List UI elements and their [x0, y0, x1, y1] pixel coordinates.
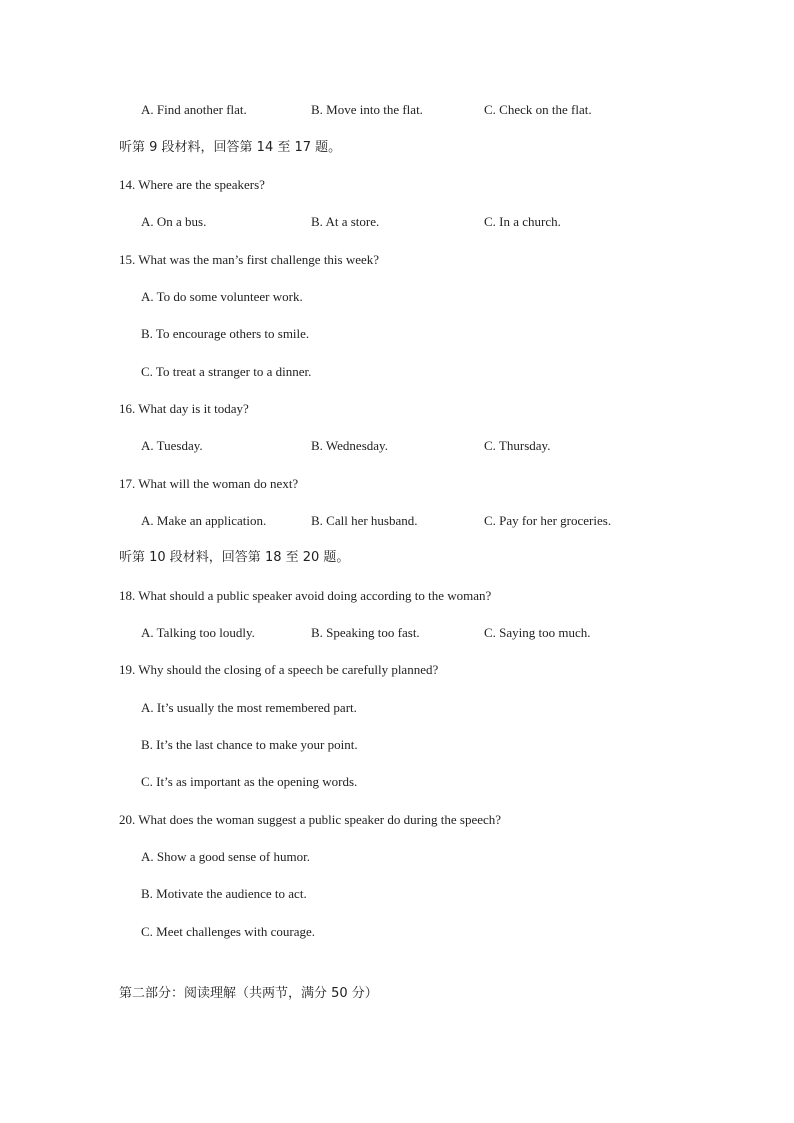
option-b: B. Wednesday. — [311, 438, 388, 453]
q19-option-a — [0, 698, 794, 718]
option-c: C. Thursday. — [484, 438, 551, 453]
q20-option-c — [0, 922, 794, 942]
option-b: B. Move into the flat. — [311, 102, 423, 117]
option-c: C. Saying too much. — [484, 625, 591, 640]
q15-option-c — [0, 362, 794, 382]
option-b: B. Motivate the audience to act. — [141, 886, 307, 901]
option-c: C. To treat a stranger to a dinner. — [141, 364, 312, 379]
q19-option-c — [0, 772, 794, 792]
question-text: 17. What will the woman do next? — [119, 476, 299, 491]
option-a: A. Make an application. — [141, 513, 267, 528]
option-b: B. At a store. — [311, 214, 380, 229]
question-text: 14. Where are the speakers? — [119, 177, 265, 192]
option-a: A. On a bus. — [141, 214, 207, 229]
option-b: B. Speaking too fast. — [311, 625, 420, 640]
question-15 — [0, 250, 794, 270]
section-instruction-text: 听第 9 段材料，回答第 14 至 17 题。 — [119, 140, 342, 155]
question-14 — [0, 175, 794, 195]
q14-options — [0, 212, 794, 232]
option-a: A. Talking too loudly. — [141, 625, 255, 640]
option-a: A. Show a good sense of humor. — [141, 849, 310, 864]
question-19 — [0, 660, 794, 680]
q17-options — [0, 511, 794, 531]
q18-options — [0, 623, 794, 643]
question-text: 16. What day is it today? — [119, 401, 249, 416]
question-18 — [0, 586, 794, 606]
section-instruction-text: 听第 10 段材料，回答第 18 至 20 题。 — [119, 550, 350, 565]
option-c: C. It’s as important as the opening words. — [141, 774, 358, 789]
part-heading-text: 第二部分：阅读理解（共两节，满分 50 分） — [119, 986, 378, 1001]
option-a: A. To do some volunteer work. — [141, 289, 303, 304]
question-17 — [0, 474, 794, 494]
q13-options — [0, 100, 794, 120]
option-b: B. Call her husband. — [311, 513, 418, 528]
q15-option-b — [0, 324, 794, 344]
option-c: C. Check on the flat. — [484, 102, 592, 117]
q20-option-a — [0, 847, 794, 867]
option-c: C. In a church. — [484, 214, 561, 229]
question-text: 18. What should a public speaker avoid doing according to the woman? — [119, 588, 492, 603]
section-instruction-9 — [0, 138, 794, 158]
q15-option-a — [0, 287, 794, 307]
option-c: C. Pay for her groceries. — [484, 513, 612, 528]
question-16 — [0, 399, 794, 419]
option-b: B. It’s the last chance to make your point. — [141, 737, 358, 752]
section-instruction-10 — [0, 548, 794, 568]
option-a: A. Find another flat. — [141, 102, 247, 117]
q16-options — [0, 436, 794, 456]
q19-option-b — [0, 735, 794, 755]
question-text: 15. What was the man’s first challenge this week? — [119, 252, 380, 267]
question-text: 19. Why should the closing of a speech be carefully planned? — [119, 662, 439, 677]
part-two-heading — [0, 984, 794, 1004]
option-c: C. Meet challenges with courage. — [141, 924, 315, 939]
question-text: 20. What does the woman suggest a public speaker do during the speech? — [119, 812, 502, 827]
q20-option-b — [0, 884, 794, 904]
option-a: A. It’s usually the most remembered part. — [141, 700, 357, 715]
question-20 — [0, 810, 794, 830]
option-b: B. To encourage others to smile. — [141, 326, 310, 341]
option-a: A. Tuesday. — [141, 438, 203, 453]
